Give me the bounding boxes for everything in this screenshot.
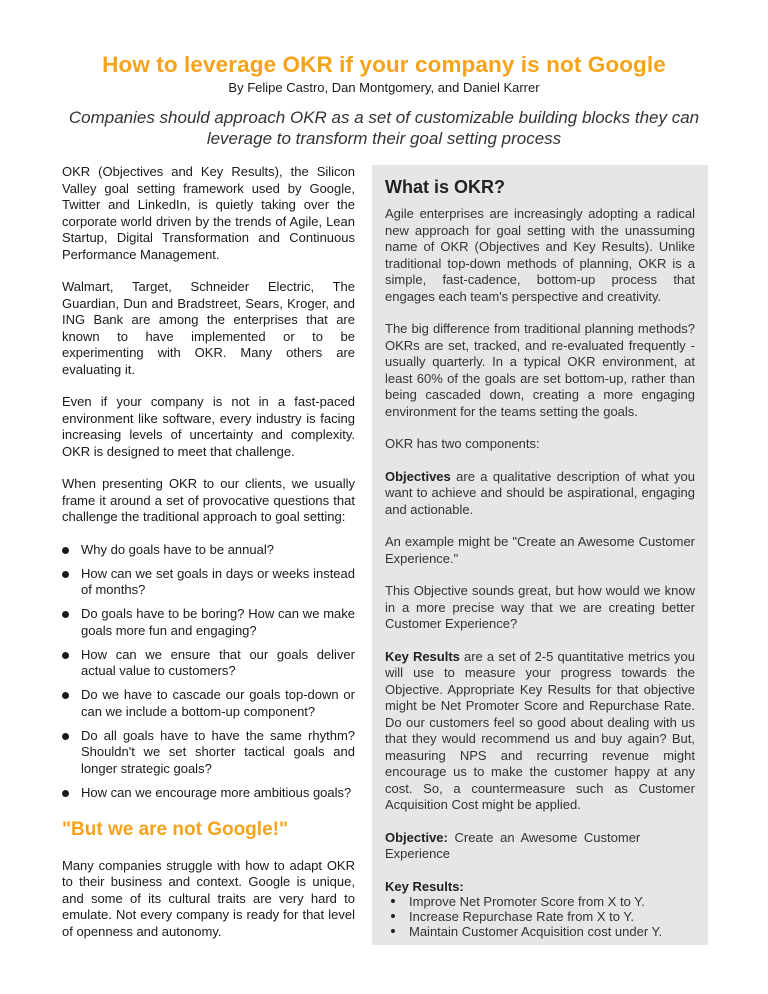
bullet-icon: [62, 790, 69, 797]
sidebar-paragraph-example: An example might be "Create an Awesome Customer Experience.": [385, 534, 695, 566]
section-heading: "But we are not Google!": [62, 819, 288, 840]
article-title: How to leverage OKR if your company is not Google: [102, 52, 666, 77]
bullet-icon: [62, 571, 69, 578]
list-item: [62, 687, 355, 720]
key-result-text: Improve Net Promoter Score from X to Y.: [409, 893, 645, 909]
list-item: [62, 542, 355, 559]
example-objective-label: Objective:: [385, 829, 448, 845]
key-results-label: Key Results: [385, 648, 460, 664]
paragraph-questions-intro: When presenting OKR to our clients, we usually frame it around a set of provocative questions that challenge the traditional approach to goal setting:: [62, 476, 355, 524]
list-item: [385, 909, 695, 924]
bullet-icon: [391, 929, 395, 933]
questions-list: [62, 542, 355, 802]
bullet-icon: [62, 733, 69, 740]
paragraph-enterprises: Walmart, Target, Schneider Electric, The Guardian, Dun and Bradstreet, Sears, Kroger, and ING Bank are among the enterprises that are known to have implemented or to be experimenting with OKR. Many others are evaluating it.: [62, 279, 355, 377]
sidebar-paragraph-components: OKR has two components:: [385, 436, 540, 451]
question-text: Do goals have to be boring? How can we make goals more fun and engaging?: [81, 606, 355, 638]
objectives-label: Objectives: [385, 468, 451, 484]
sidebar-paragraph-key-results: [385, 649, 695, 814]
example-key-results-label: Key Results:: [385, 878, 464, 894]
example-key-results: [385, 879, 695, 939]
example-objective: [385, 830, 695, 863]
key-results-text: are a set of 2-5 quantitative metrics you will use to measure your progress towards the Objective. Appropriate Key Results for that objective might be Net Promoter Score and Repurchase Rate. Do our customers feel so good about dealing with us that they would recommend us and buy again? But, measuring NPS and recurring revenue might encourage us to make the customer happy at any cost. So, a countermeasure such as Customer Acquisition Cost might be applied.: [385, 648, 695, 812]
question-text: Why do goals have to be annual?: [81, 541, 274, 557]
what-is-okr-sidebar: [372, 165, 708, 945]
left-column: [62, 164, 355, 956]
list-item: [62, 785, 355, 802]
question-text: How can we ensure that our goals deliver actual value to customers?: [81, 646, 355, 678]
example-objective-text: Create an Awesome Customer Experience: [385, 829, 641, 861]
list-item: [62, 606, 355, 639]
list-item: [62, 647, 355, 680]
paragraph-not-google: Many companies struggle with how to adapt OKR to their business and context. Google is unique, and some of its cultural traits are very hard to emulate. Not every company is ready for that level of openness and autonomy.: [62, 857, 355, 939]
key-result-text: Maintain Customer Acquisition cost under Y.: [409, 923, 663, 939]
byline: By Felipe Castro, Dan Montgomery, and Daniel Karrer: [228, 80, 540, 95]
sidebar-paragraph-question: This Objective sounds great, but how would we know in a more precise way that we are creating better Customer Experience?: [385, 583, 695, 631]
list-item: [385, 924, 695, 939]
bullet-icon: [62, 611, 69, 618]
list-item: [385, 894, 695, 909]
paragraph-intro: OKR (Objectives and Key Results), the Silicon Valley goal setting framework used by Google, Twitter and LinkedIn, is quietly taking over the corporate world driven by the trends of Agile, Lean Startup, Digital Transformation and Continuous Performance Management.: [62, 164, 355, 262]
subtitle: Companies should approach OKR as a set of customizable building blocks they can leverage to transform their goal setting process: [68, 108, 700, 148]
bullet-icon: [62, 547, 69, 554]
sidebar-paragraph-difference: The big difference from traditional planning methods? OKRs are set, tracked, and re-evaluated frequently - usually quarterly. In a typical OKR environment, at least 60% of the goals are set bottom-up, rather than being cascaded down, creating a more engaging environment for the teams setting the goals.: [385, 321, 695, 419]
sidebar-heading: What is OKR?: [385, 177, 505, 197]
bullet-icon: [62, 692, 69, 699]
list-item: [62, 566, 355, 599]
list-item: [62, 728, 355, 778]
question-text: Do all goals have to have the same rhythm? Shouldn't we set shorter tactical goals and longer strategic goals?: [81, 727, 355, 776]
question-text: How can we encourage more ambitious goals?: [81, 784, 352, 800]
paragraph-uncertainty: Even if your company is not in a fast-paced environment like software, every industry is facing increasing levels of uncertainty and complexity. OKR is designed to meet that challenge.: [62, 394, 355, 459]
question-text: How can we set goals in days or weeks instead of months?: [81, 565, 355, 597]
example-key-results-list: [385, 894, 695, 939]
bullet-icon: [391, 914, 395, 918]
sidebar-paragraph-agile: Agile enterprises are increasingly adopting a radical new approach for goal setting with the unassuming name of OKR (Objectives and Key Results). Unlike traditional top-down methods of planning, OKR is a simple, fast-cadence, bottom-up process that engages each team's perspective and creativity.: [385, 206, 695, 304]
sidebar-paragraph-objectives: [385, 469, 695, 519]
question-text: Do we have to cascade our goals top-down or can we include a bottom-up component?: [81, 687, 355, 719]
objectives-text: are a qualitative description of what you want to achieve and should be aspirational, engaging and actionable.: [385, 468, 695, 517]
bullet-icon: [391, 899, 395, 903]
bullet-icon: [62, 652, 69, 659]
key-result-text: Increase Repurchase Rate from X to Y.: [409, 908, 634, 924]
